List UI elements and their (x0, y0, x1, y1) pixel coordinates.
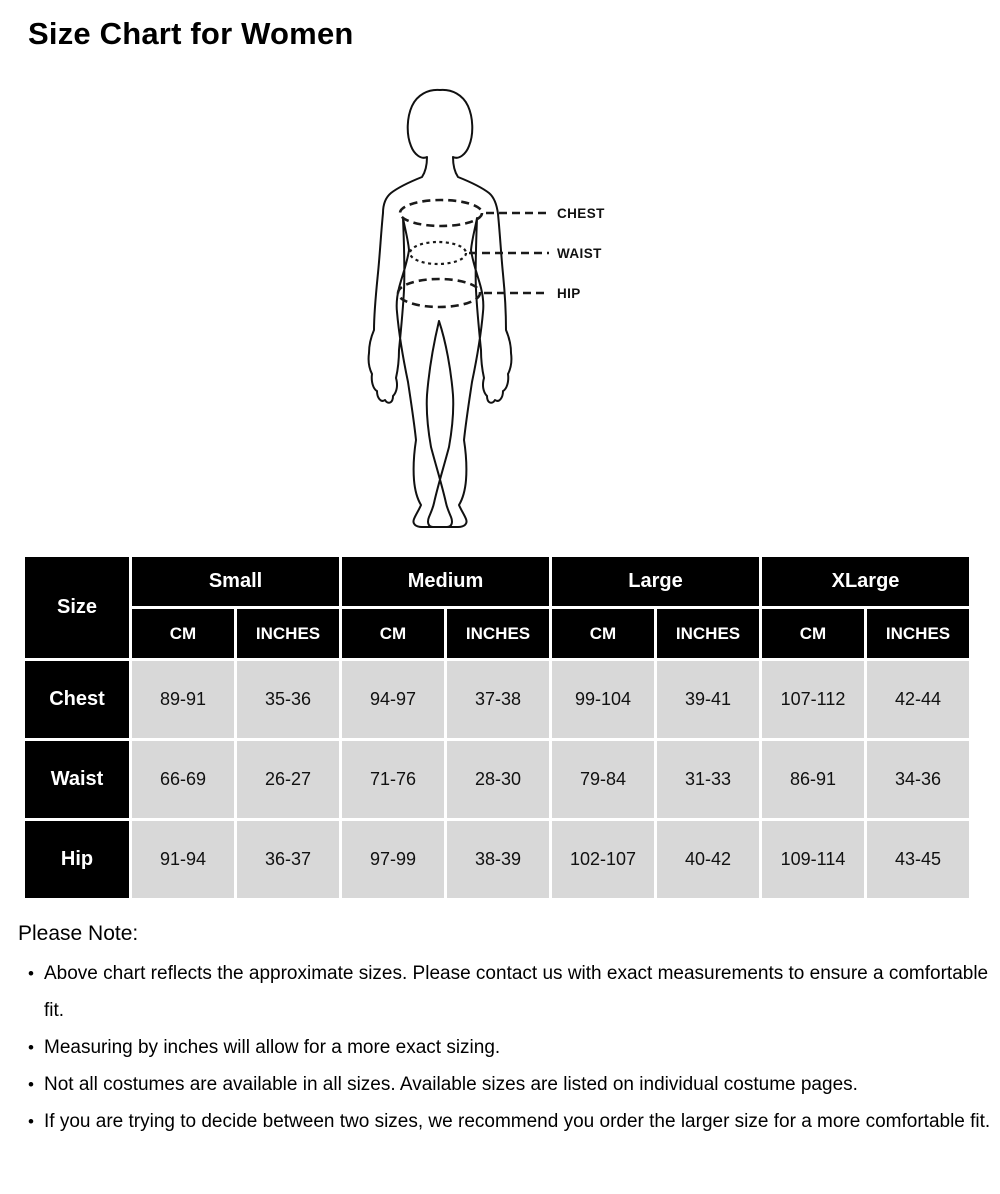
cell-hip-large-cm: 102-107 (552, 821, 654, 898)
unit-header-inches: INCHES (237, 609, 339, 658)
cell-waist-xlarge-cm: 86-91 (762, 741, 864, 818)
page-title: Size Chart for Women (28, 16, 354, 51)
cell-chest-medium-inches: 37-38 (447, 661, 549, 738)
hip-label: HIP (557, 286, 581, 301)
cell-chest-xlarge-inches: 42-44 (867, 661, 969, 738)
size-group-small: Small (132, 557, 339, 606)
cell-chest-xlarge-cm: 107-112 (762, 661, 864, 738)
unit-header-cm: CM (762, 609, 864, 658)
bullet-icon: • (28, 964, 34, 983)
bullet-icon: • (28, 1038, 34, 1057)
row-label-chest: Chest (25, 661, 129, 738)
cell-chest-small-cm: 89-91 (132, 661, 234, 738)
note-text: Measuring by inches will allow for a more exact sizing. (44, 1037, 501, 1058)
cell-waist-large-cm: 79-84 (552, 741, 654, 818)
bullet-icon: • (28, 1075, 34, 1094)
cell-waist-small-inches: 26-27 (237, 741, 339, 818)
cell-hip-medium-inches: 38-39 (447, 821, 549, 898)
body-outline-figure (369, 90, 512, 527)
cell-waist-xlarge-inches: 34-36 (867, 741, 969, 818)
cell-hip-large-inches: 40-42 (657, 821, 759, 898)
cell-chest-small-inches: 35-36 (237, 661, 339, 738)
note-text: Not all costumes are available in all sizes. Available sizes are listed on individual costume pages. (44, 1074, 858, 1095)
unit-header-inches: INCHES (657, 609, 759, 658)
unit-header-inches: INCHES (867, 609, 969, 658)
row-label-hip: Hip (25, 821, 129, 898)
cell-hip-small-cm: 91-94 (132, 821, 234, 898)
cell-hip-small-inches: 36-37 (237, 821, 339, 898)
unit-header-cm: CM (342, 609, 444, 658)
chest-label: CHEST (557, 206, 605, 221)
body-measurement-diagram (355, 85, 620, 550)
size-group-xlarge: XLarge (762, 557, 969, 606)
bullet-icon: • (28, 1112, 34, 1131)
note-item (18, 1029, 998, 1066)
note-text: Above chart reflects the approximate sizes. Please contact us with exact measurements to ensure a comfortable fit. (44, 963, 989, 1021)
cell-waist-medium-cm: 71-76 (342, 741, 444, 818)
notes-heading: Please Note: (18, 922, 139, 945)
size-chart-table (22, 554, 972, 901)
size-group-large: Large (552, 557, 759, 606)
cell-chest-large-cm: 99-104 (552, 661, 654, 738)
size-corner-header: Size (25, 557, 129, 658)
cell-waist-large-inches: 31-33 (657, 741, 759, 818)
table-row-hip (25, 821, 969, 898)
notes-section (18, 922, 998, 1140)
note-text: If you are trying to decide between two sizes, we recommend you order the larger size for a more comfortable fit. (44, 1111, 991, 1132)
unit-header-inches: INCHES (447, 609, 549, 658)
note-item (18, 1103, 998, 1140)
cell-hip-xlarge-inches: 43-45 (867, 821, 969, 898)
unit-header-cm: CM (552, 609, 654, 658)
unit-header-cm: CM (132, 609, 234, 658)
cell-chest-medium-cm: 94-97 (342, 661, 444, 738)
size-group-medium: Medium (342, 557, 549, 606)
cell-chest-large-inches: 39-41 (657, 661, 759, 738)
table-row-waist (25, 741, 969, 818)
cell-waist-medium-inches: 28-30 (447, 741, 549, 818)
cell-hip-medium-cm: 97-99 (342, 821, 444, 898)
waist-label: WAIST (557, 246, 602, 261)
note-item (18, 955, 998, 1029)
note-item (18, 1066, 998, 1103)
row-label-waist: Waist (25, 741, 129, 818)
cell-waist-small-cm: 66-69 (132, 741, 234, 818)
table-row-chest (25, 661, 969, 738)
cell-hip-xlarge-cm: 109-114 (762, 821, 864, 898)
